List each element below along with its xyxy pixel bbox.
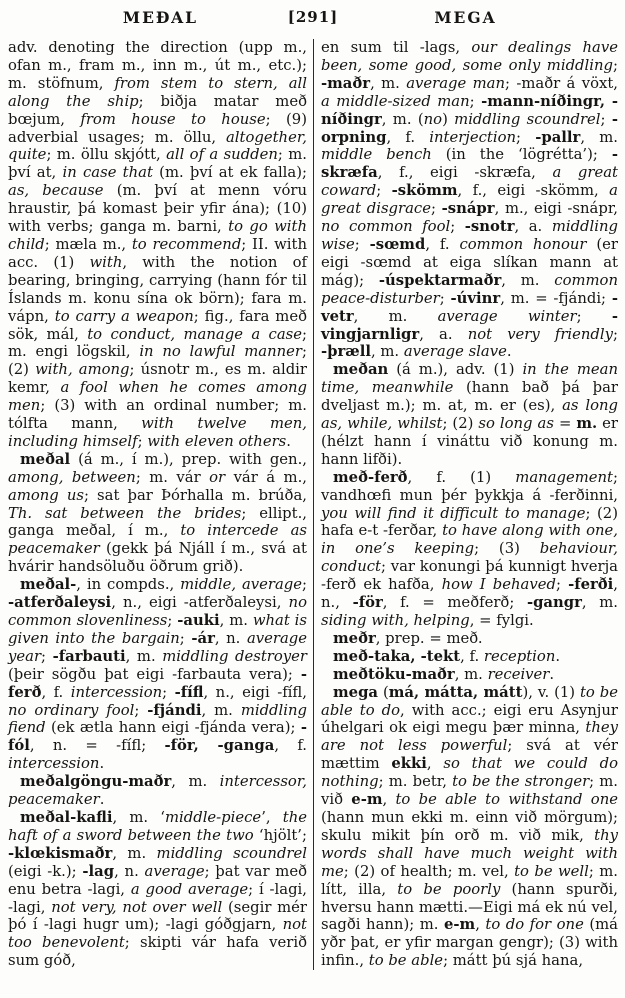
entry-medalgongu-madr: meðalgöngu-maðr, m. intercessor, peacemaker. [8, 773, 307, 809]
entry-medr: meðr, prep. = með. [333, 629, 483, 647]
right-column [313, 39, 618, 970]
continued-entry-med: adv. denoting the direction (upp m., ofan m., fram m., inn m., út m., etc.); m. stöfnum, from stem to stern, all along the ship; biðja matar með bœjum, from house to house; (9) adverbial usages; m. öllu, altogether, quite; m. öllu skjótt, all of a sudden; m. því at, in case that (m. því at ek falla); as, because (m. því at menn vóru hraustir, þá komast þeir yfir ána); (10) with verbs; ganga m. barni, to go with child; mæla m., to recommend; II. with acc. (1) with, with the notion of bearing, bringing, carrying (hann fór til Íslands m. konu sína ok börn); fara m. vápn, to carry a weapon; fig., fara með sök, mál, to conduct, manage a case; m. engi lögskil, in no lawful manner; (2) with, among; úsnotr m., es m. aldir kemr, a fool when he comes among men; (3) with an ordinal number; m. tólfta mann, with twelve men, including himself; with eleven others. [8, 39, 308, 450]
page-number: [291] [287, 8, 339, 26]
page-header [8, 8, 618, 30]
left-column [8, 39, 313, 970]
entry-med-ferd: með-ferð, f. (1) management; vandhœfi mun þér þykkja á -ferðinni, you will find it difficult to manage; (2) hafa e-t -ferðar, to have along with one, in one’s keeping; (3) behaviour, conduct; var konungi þá kunnigt hverja -ferð ek hafða, how I behaved; -ferði, n., -för, f. = meðferð; -gangr, m. siding with, helping, = fylgi. [321, 468, 619, 629]
guide-word-left: MEÐAL [122, 8, 199, 27]
entry-mega: mega (má, mátta, mátt), v. (1) to be able to do, with acc.; eigi eru Asynjur úhelgari ok eigi megu þær minna, they are not less powerful; svá at vér mættim ekki, so that we could do nothing; m. betr, to be the stronger; m. við e-m, to be able to withstand one (hann mun ekki m. einn við mörgum); skulu mikit þín orð m. við mik, thy words shall have much weight with me; (2) of health; m. vel, to be well; m. lítt, illa, to be poorly (hann spurði, hversu hann mætti.—Eigi má ek nú vel, sagði hann); m. e-m, to do for one (má yðr þat, er yfir margan gengr); (3) with infin., to be able; mátt þú sjá hana, [321, 683, 619, 970]
entry-medal-kafli: meðal-kafli, m. ‘middle-piece’, the haft of a sword between the two ‘hjölt’; -klœkismaðr, m. middling scoundrel (eigi -k.); -lag, n. average; þat var með enu betra -lagi, a good average; í -lagi, -lagi, not very, not over well (segir mér þó í -lagi hugr um); -lagi góðgjarn, not too benevolent; skipti vár hafa verið sum góð, [8, 808, 308, 970]
entry-med-taka: með-taka, -tekt, f. reception. [333, 647, 561, 665]
text-columns [8, 39, 618, 970]
guide-word-right: MEGA [434, 8, 497, 27]
entry-medal-compounds: meðal-, in compds., middle, average; -atferðaleysi, n., eigi -atferðaleysi, no common slovenliness; -auki, m. what is given into the bargain; -ár, n. average year; -farbauti, m. middling destroyer (þeir sögðu þat eigi -farbauta vera); -ferð, f. intercession; -fífl, n., eigi -fífl, no ordinary fool; -fjándi, m. middling fiend (ek ætla hann eigi -fjánda vera); -fól, n. = -fífl; -för, -ganga, f. intercession. [8, 576, 308, 773]
entry-medal: meðal (á m., í m.), prep. with gen., among, between; m. vár or vár á m., among us; sat þar Þórhalla m. brúða, Th. sat between the brides; ellipt., ganga meðal, í m., to intercede as peacemaker (gekk þá Njáll í m., svá at hvárir handsöluðu öðrum grið). [8, 450, 308, 576]
entry-medtoku-madr: meðtöku-maðr, m. receiver. [333, 665, 555, 683]
entry-medal-kafli-continued: en sum til -lags, our dealings have been, some good, some only middling; -maðr, m. average man; -maðr á vöxt, a middle-sized man; -mann-níðingr, -níðingr, m. (no) middling scoundrel; -orpning, f. interjection; -pallr, m. middle bench (in the ‘lögrétta’); -skræfa, f., eigi -skræfa, a great coward; -skömm, f., eigi -skömm, a great disgrace; -snápr, m., eigi -snápr, no common fool; -snotr, a. middling wise; -sœmd, f. common honour (er eigi -sœmd at eiga slíkan mann at mág); -úspektarmaðr, m. common peace-disturber; -úvinr, m. = -fjándi; -vetr, m. average winter; -vingjarnligr, a. not very friendly; -þræll, m. average slave. [321, 39, 619, 361]
entry-medan: meðan (á m.), adv. (1) in the mean time, meanwhile (hann bað þá þar dveljast m.); m. at, m. er (es), as long as, while, whilst; (2) so long as = m. er (hélzt hann í vináttu við konung m. hann lifði). [321, 361, 619, 468]
